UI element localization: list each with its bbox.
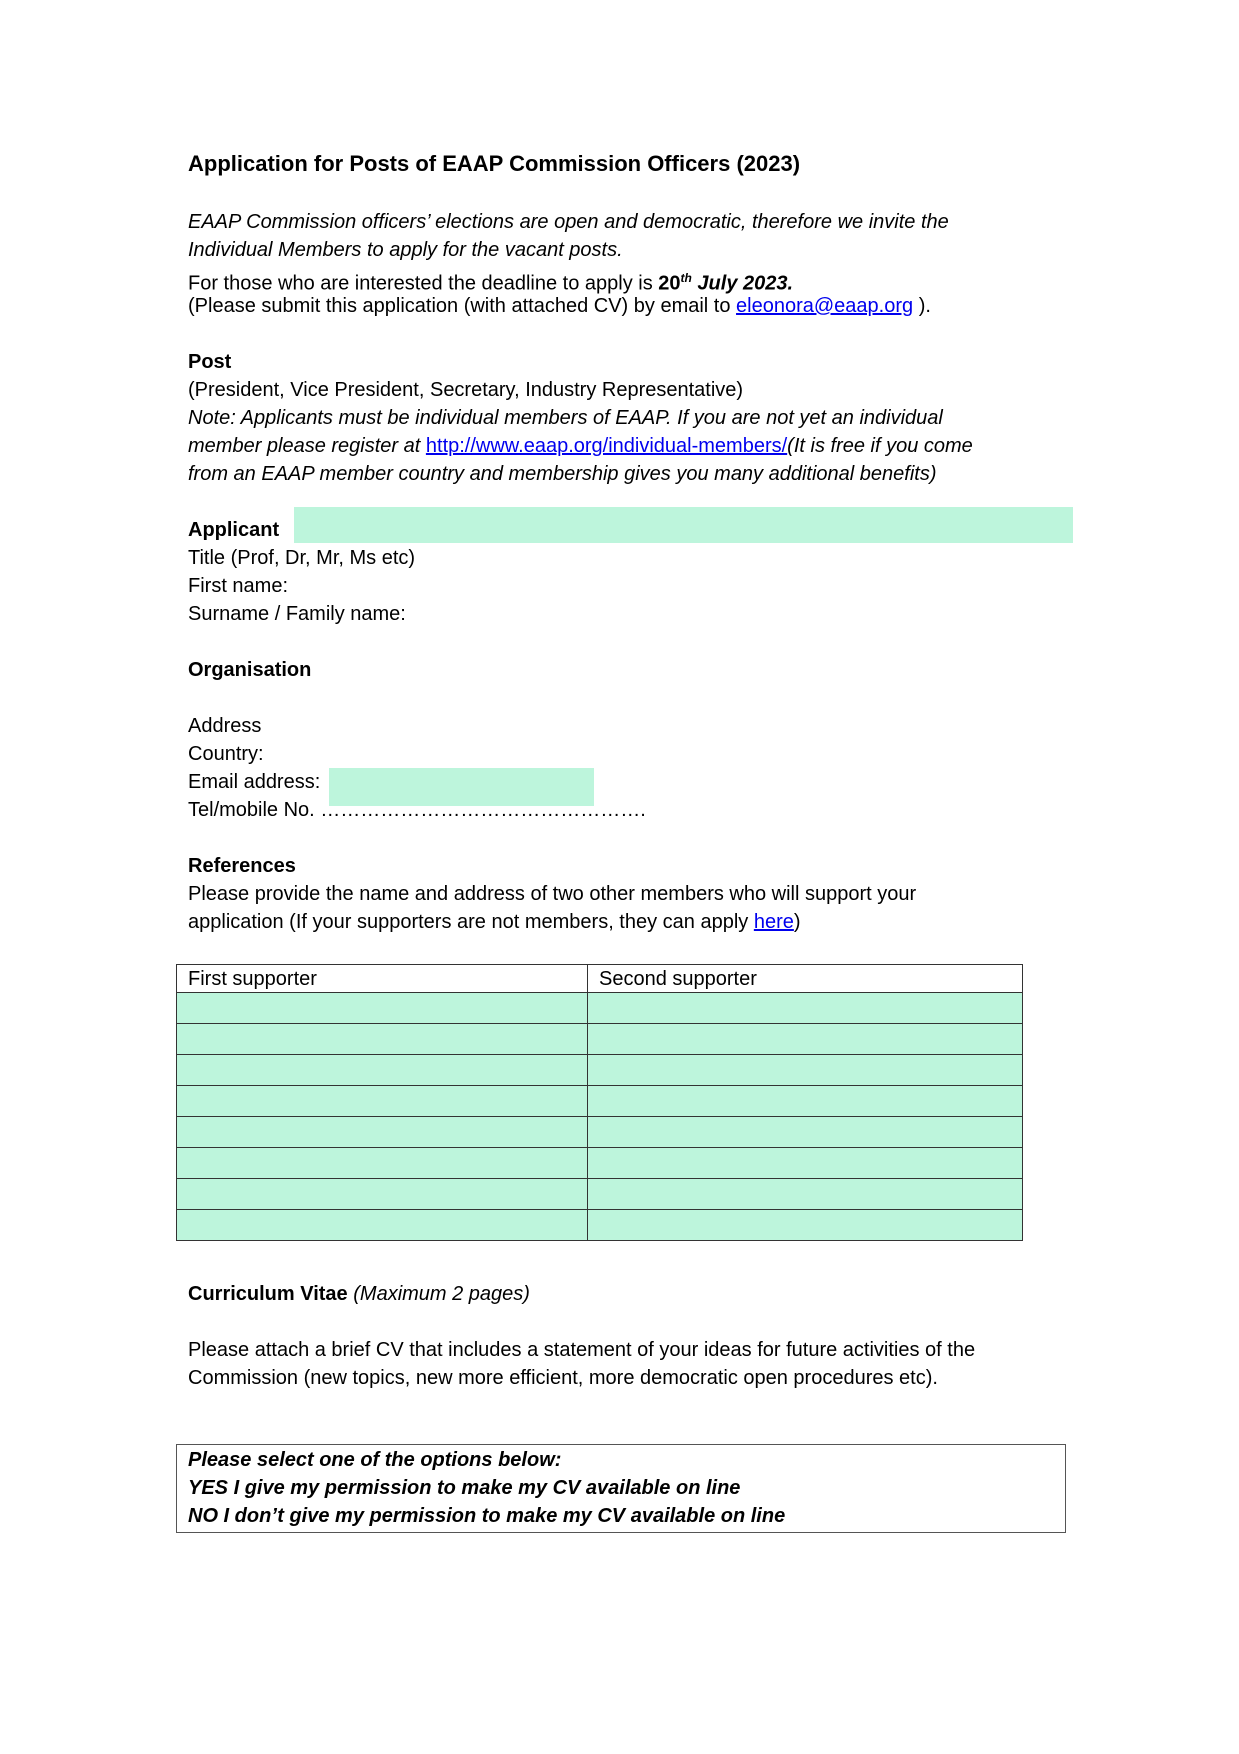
intro-line-1: EAAP Commission officers’ elections are open and democratic, therefore we invite the xyxy=(188,211,949,233)
deadline-prefix: For those who are interested the deadline to apply is xyxy=(188,272,659,295)
cv-heading-note: (Maximum 2 pages) xyxy=(347,1283,530,1305)
deadline-month-year: July 2023. xyxy=(691,272,794,295)
first-supporter-header: First supporter xyxy=(177,965,588,993)
submit-prefix: (Please submit this application (with attached CV) by email to xyxy=(188,295,737,317)
email-label: Email address: xyxy=(188,771,321,793)
table-row xyxy=(177,1210,1023,1241)
first-supporter-cell[interactable] xyxy=(177,1210,588,1241)
first-supporter-cell[interactable] xyxy=(177,1117,588,1148)
second-supporter-cell[interactable] xyxy=(588,1086,1023,1117)
second-supporter-cell[interactable] xyxy=(588,1117,1023,1148)
post-note-2-prefix: member please register at xyxy=(188,435,426,457)
title-label: Title (Prof, Dr, Mr, Ms etc) xyxy=(188,547,416,569)
table-row xyxy=(177,1148,1023,1179)
table-row xyxy=(177,1117,1023,1148)
submit-suffix: ). xyxy=(913,295,931,317)
deadline-day: 20 xyxy=(658,272,681,295)
table-row xyxy=(177,1179,1023,1210)
references-text-2-suffix: ) xyxy=(793,911,801,933)
address-label: Address xyxy=(188,715,262,737)
page-title: Application for Posts of EAAP Commission Officers (2023) xyxy=(188,151,801,176)
surname-label: Surname / Family name: xyxy=(188,603,406,625)
table-row xyxy=(177,1086,1023,1117)
references-text-1: Please provide the name and address of two other members who will support your xyxy=(188,883,917,905)
second-supporter-cell[interactable] xyxy=(588,1024,1023,1055)
permission-box xyxy=(176,1444,1066,1533)
first-supporter-cell[interactable] xyxy=(177,1024,588,1055)
permission-no-option[interactable]: NO I don’t give my permission to make my CV available on line xyxy=(188,1505,786,1527)
organisation-heading: Organisation xyxy=(188,659,312,681)
second-supporter-cell[interactable] xyxy=(588,1179,1023,1210)
applicant-field[interactable] xyxy=(294,507,1073,543)
cv-heading: Curriculum Vitae xyxy=(188,1283,348,1305)
first-supporter-cell[interactable] xyxy=(177,1148,588,1179)
submit-email-link[interactable]: eleonora@eaap.org xyxy=(736,295,914,317)
supporters-header-row xyxy=(177,965,1023,993)
post-note-2-suffix: (It is free if you come xyxy=(787,435,973,457)
supporters-table xyxy=(176,964,1023,1241)
permission-prompt: Please select one of the options below: xyxy=(188,1449,562,1471)
second-supporter-cell[interactable] xyxy=(588,1055,1023,1086)
permission-yes-option[interactable]: YES I give my permission to make my CV available on line xyxy=(188,1477,741,1499)
cv-text-1: Please attach a brief CV that includes a statement of your ideas for future activities of the xyxy=(188,1339,976,1361)
second-supporter-cell[interactable] xyxy=(588,1148,1023,1179)
applicant-heading: Applicant xyxy=(188,519,280,541)
deadline-sup: th xyxy=(680,271,692,285)
first-supporter-cell[interactable] xyxy=(177,1086,588,1117)
first-supporter-cell[interactable] xyxy=(177,993,588,1024)
first-name-label: First name: xyxy=(188,575,289,597)
tel-label: Tel/mobile No. …………………………………………. xyxy=(188,799,646,821)
intro-line-2: Individual Members to apply for the vacant posts. xyxy=(188,239,623,261)
table-row xyxy=(177,1024,1023,1055)
second-supporter-cell[interactable] xyxy=(588,1210,1023,1241)
cv-heading-line xyxy=(188,1280,530,1308)
submit-line xyxy=(188,292,931,320)
second-supporter-cell[interactable] xyxy=(588,993,1023,1024)
post-heading: Post xyxy=(188,351,232,373)
first-supporter-cell[interactable] xyxy=(177,1179,588,1210)
table-row xyxy=(177,993,1023,1024)
table-row xyxy=(177,1055,1023,1086)
post-note-3: from an EAAP member country and membership gives you many additional benefits) xyxy=(188,463,937,485)
second-supporter-header: Second supporter xyxy=(588,965,1023,993)
country-label: Country: xyxy=(188,743,264,765)
first-supporter-cell[interactable] xyxy=(177,1055,588,1086)
post-note-1: Note: Applicants must be individual members of EAAP. If you are not yet an individual xyxy=(188,407,943,429)
post-options: (President, Vice President, Secretary, Industry Representative) xyxy=(188,379,744,401)
references-text-2-prefix: application (If your supporters are not members, they can apply xyxy=(188,911,754,933)
apply-here-link[interactable]: here xyxy=(753,911,794,933)
cv-text-2: Commission (new topics, new more efficient, more democratic open procedures etc). xyxy=(188,1367,938,1389)
references-text-2 xyxy=(188,908,801,936)
references-heading: References xyxy=(188,855,296,877)
post-note-2 xyxy=(188,432,973,460)
individual-members-link[interactable]: http://www.eaap.org/individual-members/ xyxy=(425,435,788,457)
